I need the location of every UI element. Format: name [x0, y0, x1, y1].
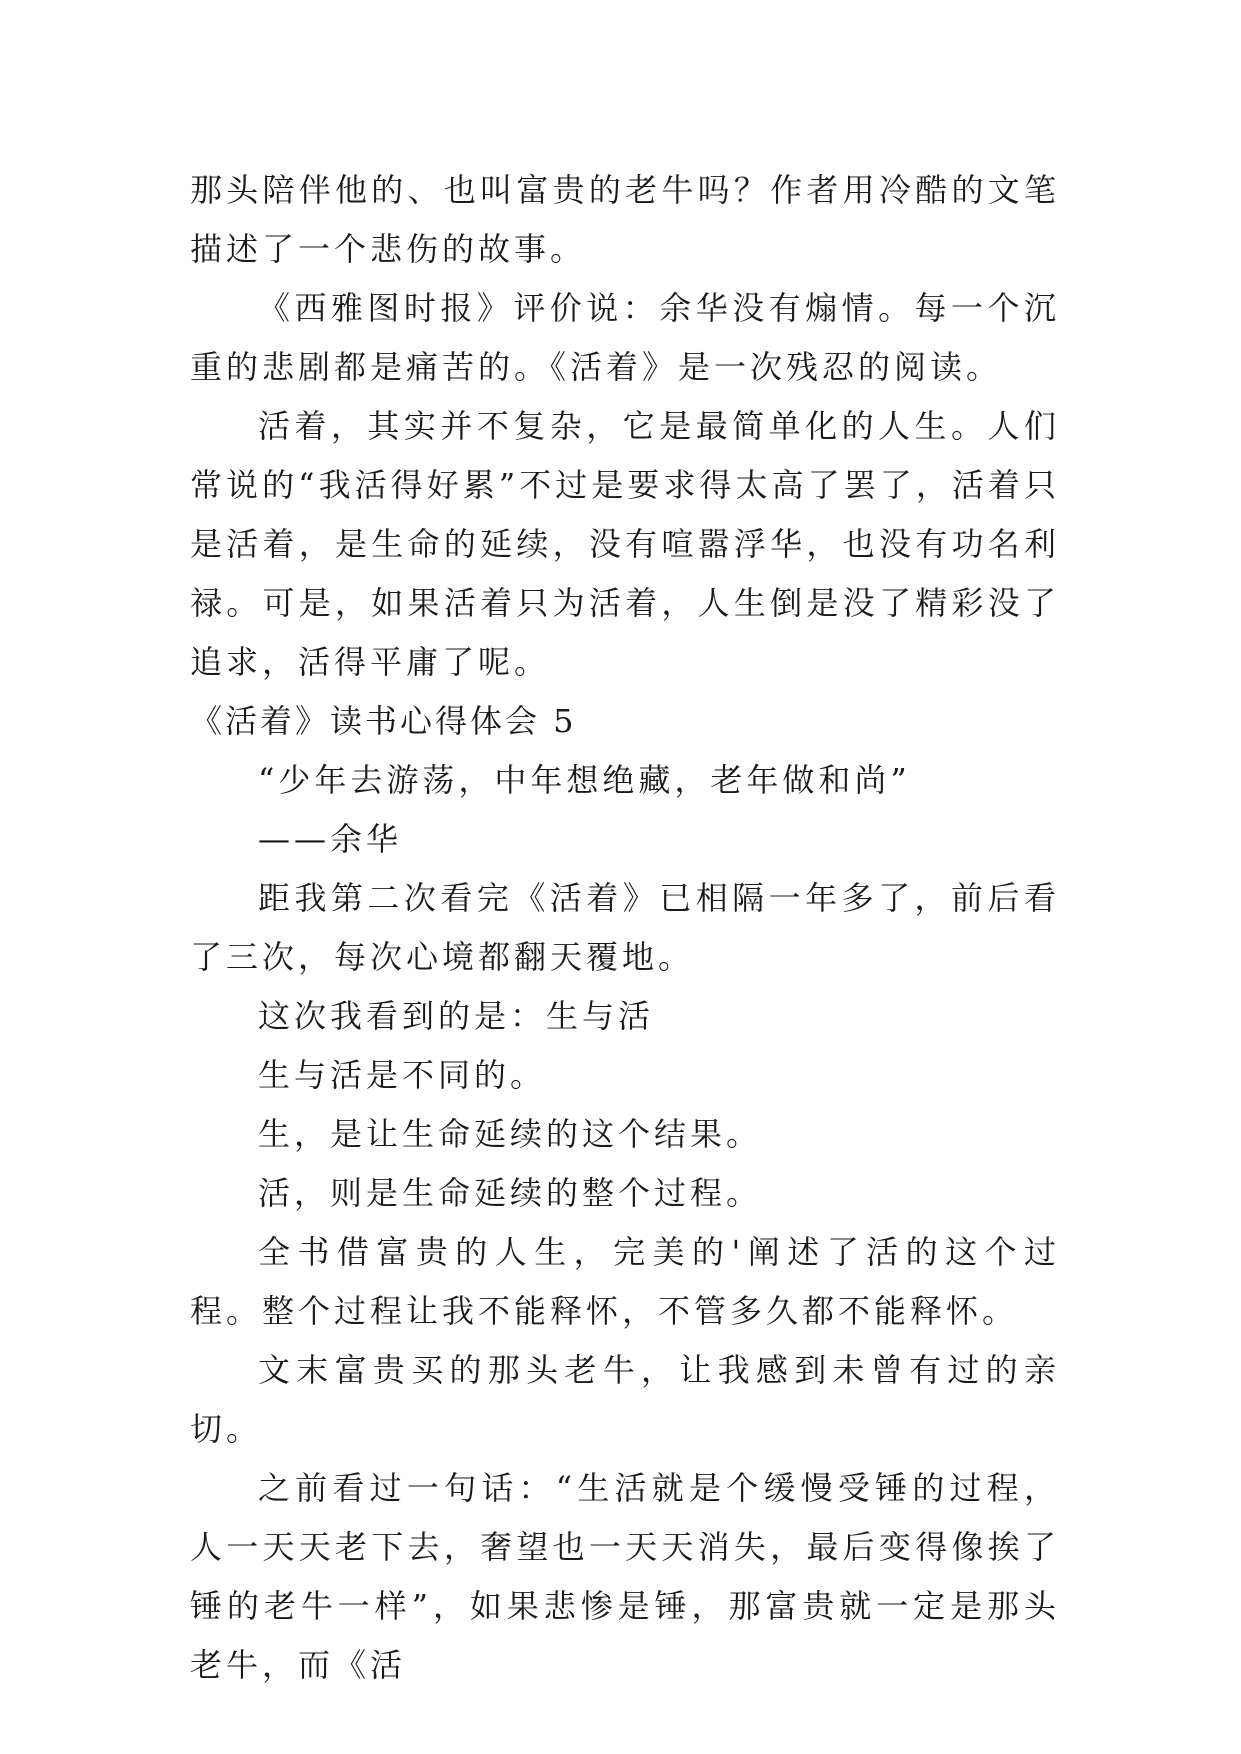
paragraph-continuation: 那头陪伴他的、也叫富贵的老牛吗？作者用冷酷的文笔描述了一个悲伤的故事。 [190, 171, 1060, 268]
paragraph-birth-definition: 生，是让生命延续的这个结果。 [258, 1115, 763, 1153]
paragraph-third-reading: 距我第二次看完《活着》已相隔一年多了，前后看了三次，每次心境都翻天覆地。 [190, 879, 1060, 976]
paragraph-old-ox: 文末富贵买的那头老牛，让我感到未曾有过的亲切。 [190, 1351, 1060, 1448]
paragraph-different: 生与活是不同的。 [258, 1056, 547, 1094]
epigraph-attribution: ——余华 [258, 820, 403, 858]
paragraph-hammer-quote: 之前看过一句话：“生活就是个缓慢受锤的过程，人一天天老下去，奢望也一天天消失，最后变得像挨了锤的老牛一样”，如果悲惨是锤，那富贵就一定是那头老牛，而《活 [190, 1469, 1060, 1684]
epigraph-quote: “少年去游荡，中年想绝藏，老年做和尚” [258, 761, 911, 799]
document-body [190, 161, 1060, 1695]
paragraph-whole-book: 全书借富贵的人生，完美的'阐述了活的这个过程。整个过程让我不能释怀，不管多久都不能释怀。 [190, 1233, 1060, 1330]
paragraph-seattle-times-review: 《西雅图时报》评价说：余华没有煽情。每一个沉重的悲剧都是痛苦的。《活着》是一次残忍的阅读。 [190, 289, 1060, 386]
paragraph-life-definition: 活，则是生命延续的整个过程。 [258, 1174, 763, 1212]
paragraph-on-living: 活着，其实并不复杂，它是最简单化的人生。人们常说的“我活得好累”不过是要求得太高了罢了，活着只是活着，是生命的延续，没有喧嚣浮华，也没有功名利禄。可是，如果活着只为活着，人生倒是没了精彩没了追求，活得平庸了呢。 [190, 407, 1060, 681]
section-heading: 《活着》读书心得体会 5 [190, 702, 577, 740]
paragraph-birth-and-life: 这次我看到的是：生与活 [258, 997, 655, 1035]
